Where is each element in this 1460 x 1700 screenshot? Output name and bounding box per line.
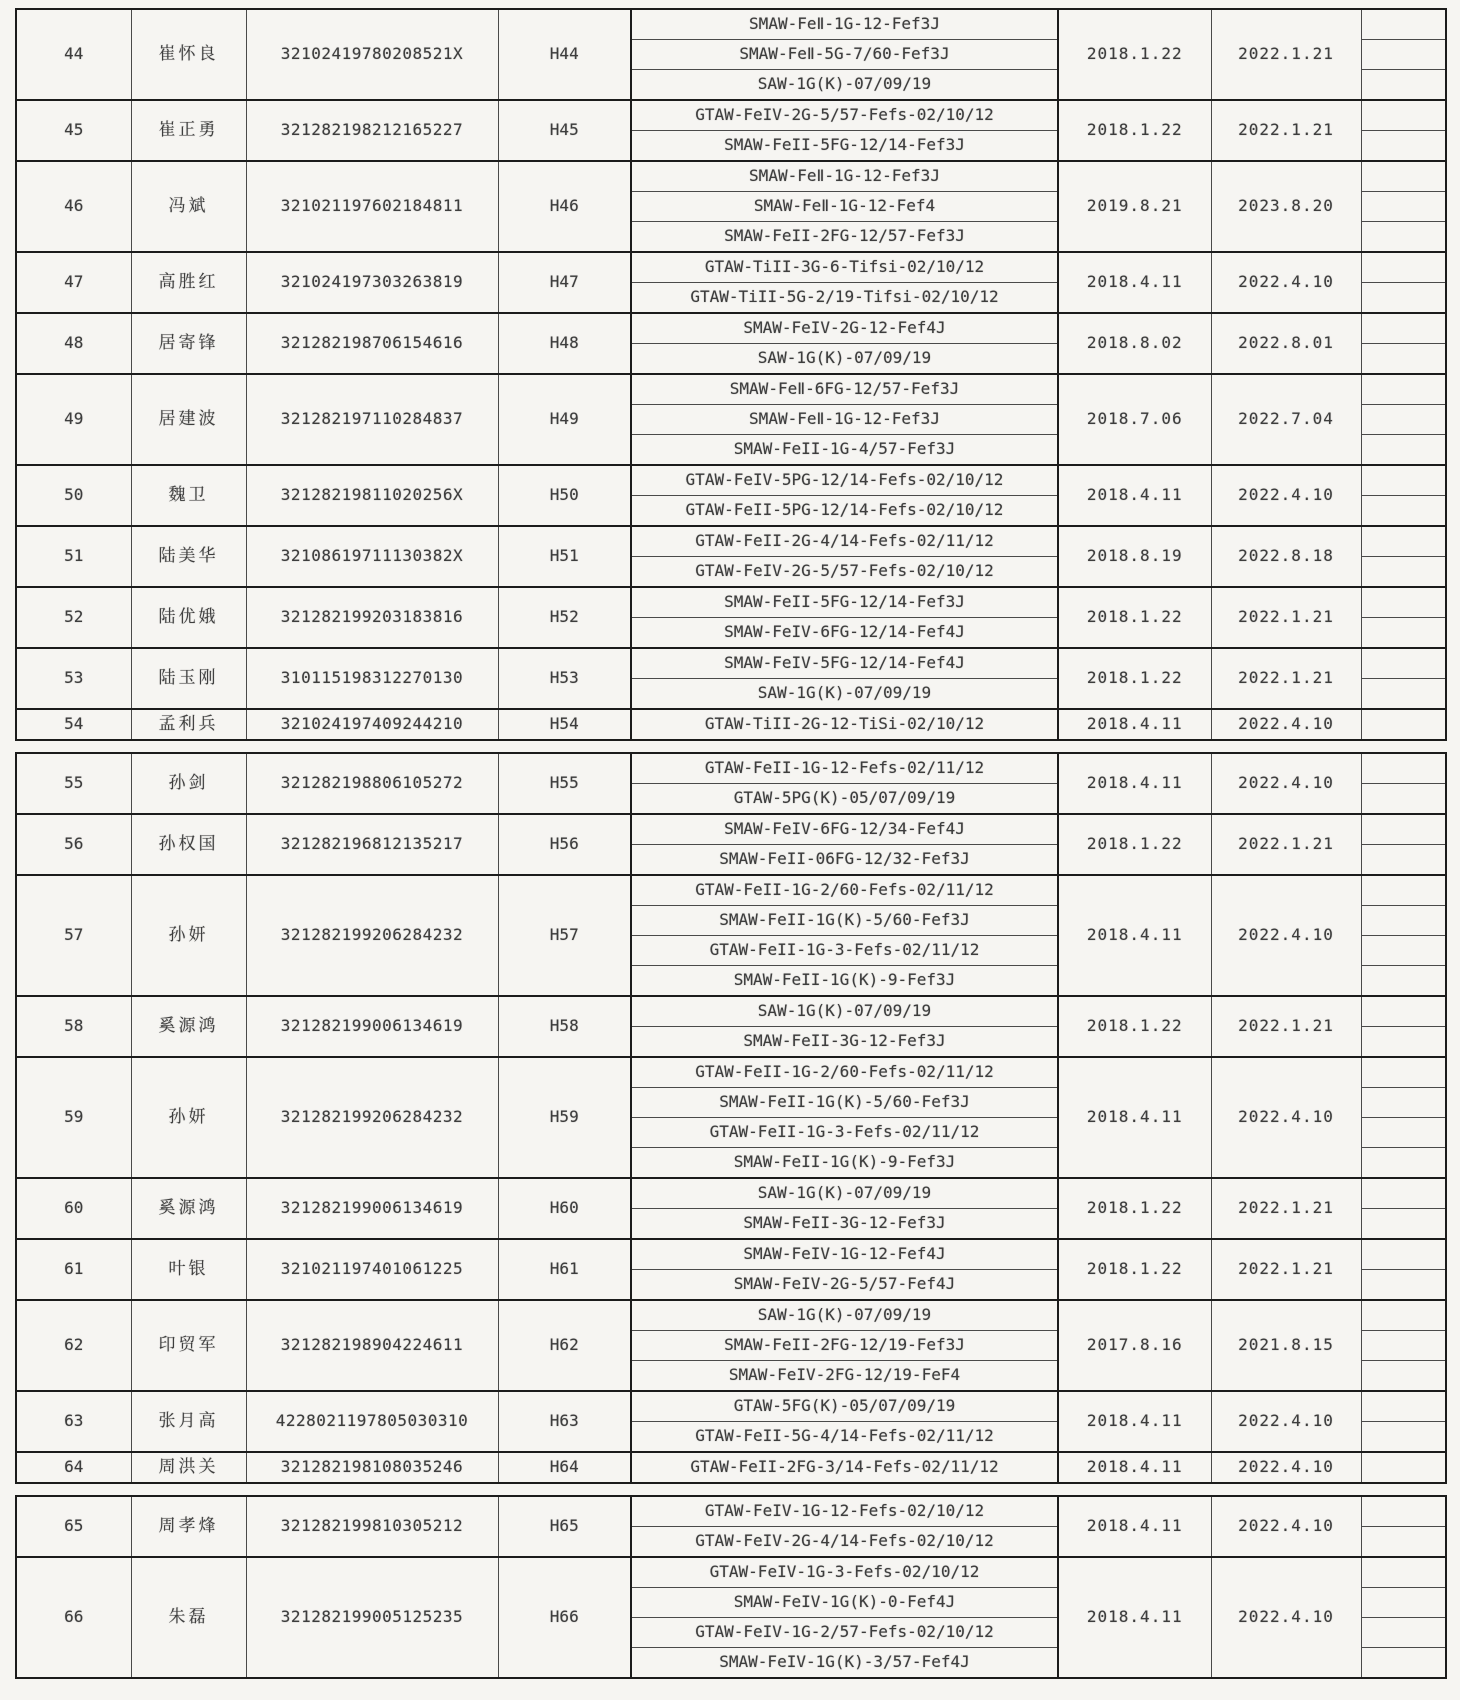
- table-row: [16, 1452, 1446, 1483]
- table-row: [16, 709, 1446, 740]
- expiry-date-cell: 2023.8.20: [1211, 161, 1361, 252]
- issue-date-cell: 2018.4.11: [1058, 465, 1211, 526]
- issue-date-cell: 2018.7.06: [1058, 374, 1211, 465]
- issue-date-cell: 2018.4.11: [1058, 1057, 1211, 1178]
- certification-item-cell: SMAW-FeII-1G(K)-5/60-Fef3J: [631, 906, 1058, 936]
- remark-cell: [1361, 1300, 1446, 1331]
- certification-item-cell: SMAW-FeII-2FG-12/19-Fef3J: [631, 1331, 1058, 1361]
- welder-code-cell: H65: [498, 1496, 631, 1557]
- certification-item-cell: SMAW-FeⅡ-1G-12-Fef4: [631, 192, 1058, 222]
- table-row: [16, 1239, 1446, 1270]
- remark-cell: [1361, 814, 1446, 845]
- welder-code-cell: H58: [498, 996, 631, 1057]
- issue-date-cell: 2018.4.11: [1058, 1496, 1211, 1557]
- remark-cell: [1361, 161, 1446, 192]
- seq-cell: 57: [16, 875, 131, 996]
- certification-item-cell: GTAW-FeIV-2G-5/57-Fefs-02/10/12: [631, 100, 1058, 131]
- remark-cell: [1361, 100, 1446, 131]
- table-row: [16, 374, 1446, 405]
- seq-cell: 48: [16, 313, 131, 374]
- welder-code-cell: H54: [498, 709, 631, 740]
- certification-item-cell: SAW-1G(K)-07/09/19: [631, 996, 1058, 1027]
- certification-item-cell: SAW-1G(K)-07/09/19: [631, 679, 1058, 710]
- welder-code-cell: H63: [498, 1391, 631, 1452]
- seq-cell: 46: [16, 161, 131, 252]
- issue-date-cell: 2018.4.11: [1058, 709, 1211, 740]
- certification-item-cell: GTAW-FeIV-1G-12-Fefs-02/10/12: [631, 1496, 1058, 1527]
- expiry-date-cell: 2022.4.10: [1211, 1057, 1361, 1178]
- remark-cell: [1361, 1588, 1446, 1618]
- certification-item-cell: GTAW-FeII-5PG-12/14-Fefs-02/10/12: [631, 496, 1058, 527]
- remark-cell: [1361, 70, 1446, 101]
- remark-cell: [1361, 1422, 1446, 1453]
- name-cell: 陆美华: [131, 526, 246, 587]
- table-row: [16, 161, 1446, 192]
- name-cell: 崔正勇: [131, 100, 246, 161]
- issue-date-cell: 2018.1.22: [1058, 814, 1211, 875]
- welder-code-cell: H61: [498, 1239, 631, 1300]
- seq-cell: 62: [16, 1300, 131, 1391]
- expiry-date-cell: 2022.8.18: [1211, 526, 1361, 587]
- remark-cell: [1361, 1452, 1446, 1483]
- name-cell: 陆玉刚: [131, 648, 246, 709]
- expiry-date-cell: 2022.4.10: [1211, 875, 1361, 996]
- certification-item-cell: SMAW-FeⅡ-1G-12-Fef3J: [631, 161, 1058, 192]
- table-row: [16, 996, 1446, 1027]
- expiry-date-cell: 2022.1.21: [1211, 100, 1361, 161]
- id-number-cell: 321282198706154616: [246, 313, 498, 374]
- seq-cell: 60: [16, 1178, 131, 1239]
- certification-item-cell: GTAW-FeII-2G-4/14-Fefs-02/11/12: [631, 526, 1058, 557]
- name-cell: 张月高: [131, 1391, 246, 1452]
- id-number-cell: 321021197401061225: [246, 1239, 498, 1300]
- id-number-cell: 321282199203183816: [246, 587, 498, 648]
- certification-item-cell: GTAW-TiII-3G-6-Tifsi-02/10/12: [631, 252, 1058, 283]
- issue-date-cell: 2017.8.16: [1058, 1300, 1211, 1391]
- welder-code-cell: H66: [498, 1557, 631, 1678]
- welder-code-cell: H51: [498, 526, 631, 587]
- certification-item-cell: GTAW-FeII-1G-2/60-Fefs-02/11/12: [631, 1057, 1058, 1088]
- id-number-cell: 321282198904224611: [246, 1300, 498, 1391]
- expiry-date-cell: 2022.4.10: [1211, 753, 1361, 814]
- seq-cell: 50: [16, 465, 131, 526]
- certification-item-cell: SMAW-FeⅡ-6FG-12/57-Fef3J: [631, 374, 1058, 405]
- issue-date-cell: 2018.1.22: [1058, 587, 1211, 648]
- issue-date-cell: 2018.4.11: [1058, 1557, 1211, 1678]
- certification-item-cell: SMAW-FeIV-1G-12-Fef4J: [631, 1239, 1058, 1270]
- certification-item-cell: SMAW-FeII-1G-4/57-Fef3J: [631, 435, 1058, 466]
- remark-cell: [1361, 1057, 1446, 1088]
- certification-item-cell: SMAW-FeII-5FG-12/14-Fef3J: [631, 131, 1058, 162]
- certification-item-cell: GTAW-TiII-2G-12-TiSi-02/10/12: [631, 709, 1058, 740]
- table-row: [16, 814, 1446, 845]
- id-number-cell: 321021197602184811: [246, 161, 498, 252]
- name-cell: 居建波: [131, 374, 246, 465]
- seq-cell: 59: [16, 1057, 131, 1178]
- issue-date-cell: 2019.8.21: [1058, 161, 1211, 252]
- remark-cell: [1361, 1391, 1446, 1422]
- id-number-cell: 32108619711130382X: [246, 526, 498, 587]
- issue-date-cell: 2018.1.22: [1058, 1178, 1211, 1239]
- id-number-cell: 321024197409244210: [246, 709, 498, 740]
- table-block-1: [15, 8, 1447, 741]
- name-cell: 周洪关: [131, 1452, 246, 1483]
- issue-date-cell: 2018.4.11: [1058, 753, 1211, 814]
- welder-code-cell: H44: [498, 9, 631, 100]
- remark-cell: [1361, 996, 1446, 1027]
- remark-cell: [1361, 1209, 1446, 1240]
- remark-cell: [1361, 1557, 1446, 1588]
- remark-cell: [1361, 1270, 1446, 1301]
- name-cell: 周孝烽: [131, 1496, 246, 1557]
- certification-item-cell: SMAW-FeIV-6FG-12/34-Fef4J: [631, 814, 1058, 845]
- remark-cell: [1361, 845, 1446, 876]
- name-cell: 孙剑: [131, 753, 246, 814]
- certification-item-cell: SMAW-FeII-1G(K)-9-Fef3J: [631, 1148, 1058, 1179]
- certification-item-cell: GTAW-TiII-5G-2/19-Tifsi-02/10/12: [631, 283, 1058, 314]
- table-row: [16, 526, 1446, 557]
- certification-item-cell: GTAW-FeII-1G-12-Fefs-02/11/12: [631, 753, 1058, 784]
- id-number-cell: 321282197110284837: [246, 374, 498, 465]
- seq-cell: 55: [16, 753, 131, 814]
- id-number-cell: 321282196812135217: [246, 814, 498, 875]
- certification-item-cell: SMAW-FeⅡ-5G-7/60-Fef3J: [631, 40, 1058, 70]
- remark-cell: [1361, 1331, 1446, 1361]
- id-number-cell: 321282199810305212: [246, 1496, 498, 1557]
- certification-item-cell: SAW-1G(K)-07/09/19: [631, 1178, 1058, 1209]
- name-cell: 孙妍: [131, 875, 246, 996]
- issue-date-cell: 2018.1.22: [1058, 1239, 1211, 1300]
- table-row: [16, 1391, 1446, 1422]
- welder-code-cell: H56: [498, 814, 631, 875]
- remark-cell: [1361, 374, 1446, 405]
- remark-cell: [1361, 1239, 1446, 1270]
- certification-item-cell: GTAW-FeII-2FG-3/14-Fefs-02/11/12: [631, 1452, 1058, 1483]
- expiry-date-cell: 2022.7.04: [1211, 374, 1361, 465]
- welder-code-cell: H49: [498, 374, 631, 465]
- table-row: [16, 100, 1446, 131]
- remark-cell: [1361, 1178, 1446, 1209]
- remark-cell: [1361, 131, 1446, 162]
- remark-cell: [1361, 618, 1446, 649]
- name-cell: 崔怀良: [131, 9, 246, 100]
- id-number-cell: 321282199206284232: [246, 1057, 498, 1178]
- certification-item-cell: SMAW-FeII-06FG-12/32-Fef3J: [631, 845, 1058, 876]
- expiry-date-cell: 2022.1.21: [1211, 814, 1361, 875]
- remark-cell: [1361, 557, 1446, 588]
- table-block-3: [15, 1495, 1447, 1679]
- certification-item-cell: SMAW-FeII-3G-12-Fef3J: [631, 1027, 1058, 1058]
- name-cell: 孟利兵: [131, 709, 246, 740]
- remark-cell: [1361, 496, 1446, 527]
- certification-item-cell: GTAW-FeIV-5PG-12/14-Fefs-02/10/12: [631, 465, 1058, 496]
- expiry-date-cell: 2022.4.10: [1211, 465, 1361, 526]
- welder-code-cell: H57: [498, 875, 631, 996]
- issue-date-cell: 2018.4.11: [1058, 1391, 1211, 1452]
- certification-item-cell: GTAW-FeII-5G-4/14-Fefs-02/11/12: [631, 1422, 1058, 1453]
- seq-cell: 51: [16, 526, 131, 587]
- table-row: [16, 648, 1446, 679]
- expiry-date-cell: 2022.1.21: [1211, 996, 1361, 1057]
- certification-item-cell: GTAW-5PG(K)-05/07/09/19: [631, 784, 1058, 815]
- remark-cell: [1361, 222, 1446, 253]
- certification-item-cell: SMAW-FeIV-1G(K)-3/57-Fef4J: [631, 1648, 1058, 1679]
- table-row: [16, 1300, 1446, 1331]
- expiry-date-cell: 2022.1.21: [1211, 587, 1361, 648]
- seq-cell: 47: [16, 252, 131, 313]
- certification-item-cell: SAW-1G(K)-07/09/19: [631, 344, 1058, 375]
- table-row: [16, 587, 1446, 618]
- id-number-cell: 310115198312270130: [246, 648, 498, 709]
- welder-code-cell: H62: [498, 1300, 631, 1391]
- name-cell: 居寄锋: [131, 313, 246, 374]
- table-row: [16, 875, 1446, 906]
- seq-cell: 64: [16, 1452, 131, 1483]
- remark-cell: [1361, 587, 1446, 618]
- seq-cell: 53: [16, 648, 131, 709]
- welder-code-cell: H55: [498, 753, 631, 814]
- remark-cell: [1361, 313, 1446, 344]
- expiry-date-cell: 2022.4.10: [1211, 252, 1361, 313]
- remark-cell: [1361, 1527, 1446, 1558]
- certification-item-cell: SMAW-FeII-1G(K)-9-Fef3J: [631, 966, 1058, 997]
- expiry-date-cell: 2022.1.21: [1211, 1178, 1361, 1239]
- name-cell: 奚源鸿: [131, 996, 246, 1057]
- id-number-cell: 321024197303263819: [246, 252, 498, 313]
- remark-cell: [1361, 753, 1446, 784]
- remark-cell: [1361, 1027, 1446, 1058]
- remark-cell: [1361, 40, 1446, 70]
- expiry-date-cell: 2022.1.21: [1211, 648, 1361, 709]
- remark-cell: [1361, 648, 1446, 679]
- certification-item-cell: SMAW-FeIV-2FG-12/19-FeF4: [631, 1361, 1058, 1392]
- id-number-cell: 32128219811020256X: [246, 465, 498, 526]
- expiry-date-cell: 2022.4.10: [1211, 1391, 1361, 1452]
- id-number-cell: 32102419780208521X: [246, 9, 498, 100]
- table-row: [16, 753, 1446, 784]
- seq-cell: 58: [16, 996, 131, 1057]
- expiry-date-cell: 2022.4.10: [1211, 1452, 1361, 1483]
- certification-item-cell: SMAW-FeⅡ-1G-12-Fef3J: [631, 9, 1058, 40]
- remark-cell: [1361, 1118, 1446, 1148]
- remark-cell: [1361, 9, 1446, 40]
- remark-cell: [1361, 966, 1446, 997]
- certification-item-cell: SMAW-FeII-5FG-12/14-Fef3J: [631, 587, 1058, 618]
- certification-item-cell: SMAW-FeII-1G(K)-5/60-Fef3J: [631, 1088, 1058, 1118]
- certification-item-cell: GTAW-FeIV-1G-2/57-Fefs-02/10/12: [631, 1618, 1058, 1648]
- welder-code-cell: H59: [498, 1057, 631, 1178]
- id-number-cell: 4228021197805030310: [246, 1391, 498, 1452]
- remark-cell: [1361, 192, 1446, 222]
- issue-date-cell: 2018.4.11: [1058, 875, 1211, 996]
- table-row: [16, 1557, 1446, 1588]
- seq-cell: 63: [16, 1391, 131, 1452]
- seq-cell: 52: [16, 587, 131, 648]
- expiry-date-cell: 2022.4.10: [1211, 1557, 1361, 1678]
- expiry-date-cell: 2022.4.10: [1211, 709, 1361, 740]
- certification-item-cell: SAW-1G(K)-07/09/19: [631, 70, 1058, 101]
- issue-date-cell: 2018.1.22: [1058, 100, 1211, 161]
- remark-cell: [1361, 1618, 1446, 1648]
- expiry-date-cell: 2022.1.21: [1211, 9, 1361, 100]
- issue-date-cell: 2018.4.11: [1058, 252, 1211, 313]
- remark-cell: [1361, 1148, 1446, 1179]
- name-cell: 孙妍: [131, 1057, 246, 1178]
- issue-date-cell: 2018.8.02: [1058, 313, 1211, 374]
- certification-item-cell: GTAW-FeII-1G-3-Fefs-02/11/12: [631, 936, 1058, 966]
- table-row: [16, 9, 1446, 40]
- certification-item-cell: SMAW-FeIV-5FG-12/14-Fef4J: [631, 648, 1058, 679]
- name-cell: 魏卫: [131, 465, 246, 526]
- id-number-cell: 321282199005125235: [246, 1557, 498, 1678]
- seq-cell: 49: [16, 374, 131, 465]
- name-cell: 叶银: [131, 1239, 246, 1300]
- expiry-date-cell: 2021.8.15: [1211, 1300, 1361, 1391]
- table-block-2: [15, 752, 1447, 1484]
- welder-code-cell: H60: [498, 1178, 631, 1239]
- certification-item-cell: SMAW-FeIV-1G(K)-0-Fef4J: [631, 1588, 1058, 1618]
- id-number-cell: 321282199206284232: [246, 875, 498, 996]
- remark-cell: [1361, 465, 1446, 496]
- welder-code-cell: H53: [498, 648, 631, 709]
- seq-cell: 61: [16, 1239, 131, 1300]
- welder-code-cell: H48: [498, 313, 631, 374]
- id-number-cell: 321282198108035246: [246, 1452, 498, 1483]
- id-number-cell: 321282199006134619: [246, 996, 498, 1057]
- seq-cell: 66: [16, 1557, 131, 1678]
- name-cell: 朱磊: [131, 1557, 246, 1678]
- seq-cell: 65: [16, 1496, 131, 1557]
- issue-date-cell: 2018.8.19: [1058, 526, 1211, 587]
- certification-item-cell: SMAW-FeⅡ-1G-12-Fef3J: [631, 405, 1058, 435]
- table-row: [16, 465, 1446, 496]
- name-cell: 奚源鸿: [131, 1178, 246, 1239]
- table-row: [16, 1178, 1446, 1209]
- remark-cell: [1361, 405, 1446, 435]
- remark-cell: [1361, 344, 1446, 375]
- remark-cell: [1361, 875, 1446, 906]
- welder-certification-table: [15, 8, 1445, 1679]
- name-cell: 孙权国: [131, 814, 246, 875]
- remark-cell: [1361, 1361, 1446, 1392]
- welder-code-cell: H52: [498, 587, 631, 648]
- table-row: [16, 1057, 1446, 1088]
- seq-cell: 54: [16, 709, 131, 740]
- certification-item-cell: GTAW-FeII-1G-3-Fefs-02/11/12: [631, 1118, 1058, 1148]
- certification-item-cell: SMAW-FeIV-2G-12-Fef4J: [631, 313, 1058, 344]
- certification-item-cell: SMAW-FeII-2FG-12/57-Fef3J: [631, 222, 1058, 253]
- table-row: [16, 1496, 1446, 1527]
- issue-date-cell: 2018.1.22: [1058, 9, 1211, 100]
- remark-cell: [1361, 936, 1446, 966]
- expiry-date-cell: 2022.4.10: [1211, 1496, 1361, 1557]
- issue-date-cell: 2018.1.22: [1058, 996, 1211, 1057]
- name-cell: 高胜红: [131, 252, 246, 313]
- seq-cell: 44: [16, 9, 131, 100]
- remark-cell: [1361, 526, 1446, 557]
- certification-item-cell: GTAW-FeIV-2G-4/14-Fefs-02/10/12: [631, 1527, 1058, 1558]
- expiry-date-cell: 2022.1.21: [1211, 1239, 1361, 1300]
- certification-item-cell: GTAW-FeII-1G-2/60-Fefs-02/11/12: [631, 875, 1058, 906]
- expiry-date-cell: 2022.8.01: [1211, 313, 1361, 374]
- remark-cell: [1361, 435, 1446, 466]
- welder-code-cell: H46: [498, 161, 631, 252]
- welder-code-cell: H45: [498, 100, 631, 161]
- remark-cell: [1361, 784, 1446, 815]
- remark-cell: [1361, 709, 1446, 740]
- remark-cell: [1361, 252, 1446, 283]
- name-cell: 印贸军: [131, 1300, 246, 1391]
- remark-cell: [1361, 1496, 1446, 1527]
- welder-code-cell: H64: [498, 1452, 631, 1483]
- issue-date-cell: 2018.4.11: [1058, 1452, 1211, 1483]
- table-row: [16, 252, 1446, 283]
- remark-cell: [1361, 1088, 1446, 1118]
- certification-item-cell: SMAW-FeII-3G-12-Fef3J: [631, 1209, 1058, 1240]
- remark-cell: [1361, 283, 1446, 314]
- remark-cell: [1361, 679, 1446, 710]
- table-row: [16, 313, 1446, 344]
- seq-cell: 56: [16, 814, 131, 875]
- name-cell: 冯斌: [131, 161, 246, 252]
- id-number-cell: 321282198806105272: [246, 753, 498, 814]
- certification-item-cell: GTAW-FeIV-2G-5/57-Fefs-02/10/12: [631, 557, 1058, 588]
- welder-code-cell: H50: [498, 465, 631, 526]
- certification-item-cell: SMAW-FeIV-6FG-12/14-Fef4J: [631, 618, 1058, 649]
- certification-item-cell: SMAW-FeIV-2G-5/57-Fef4J: [631, 1270, 1058, 1301]
- remark-cell: [1361, 1648, 1446, 1679]
- remark-cell: [1361, 906, 1446, 936]
- certification-item-cell: SAW-1G(K)-07/09/19: [631, 1300, 1058, 1331]
- welder-code-cell: H47: [498, 252, 631, 313]
- issue-date-cell: 2018.1.22: [1058, 648, 1211, 709]
- certification-item-cell: GTAW-5FG(K)-05/07/09/19: [631, 1391, 1058, 1422]
- id-number-cell: 321282198212165227: [246, 100, 498, 161]
- id-number-cell: 321282199006134619: [246, 1178, 498, 1239]
- seq-cell: 45: [16, 100, 131, 161]
- certification-item-cell: GTAW-FeIV-1G-3-Fefs-02/10/12: [631, 1557, 1058, 1588]
- name-cell: 陆优娥: [131, 587, 246, 648]
